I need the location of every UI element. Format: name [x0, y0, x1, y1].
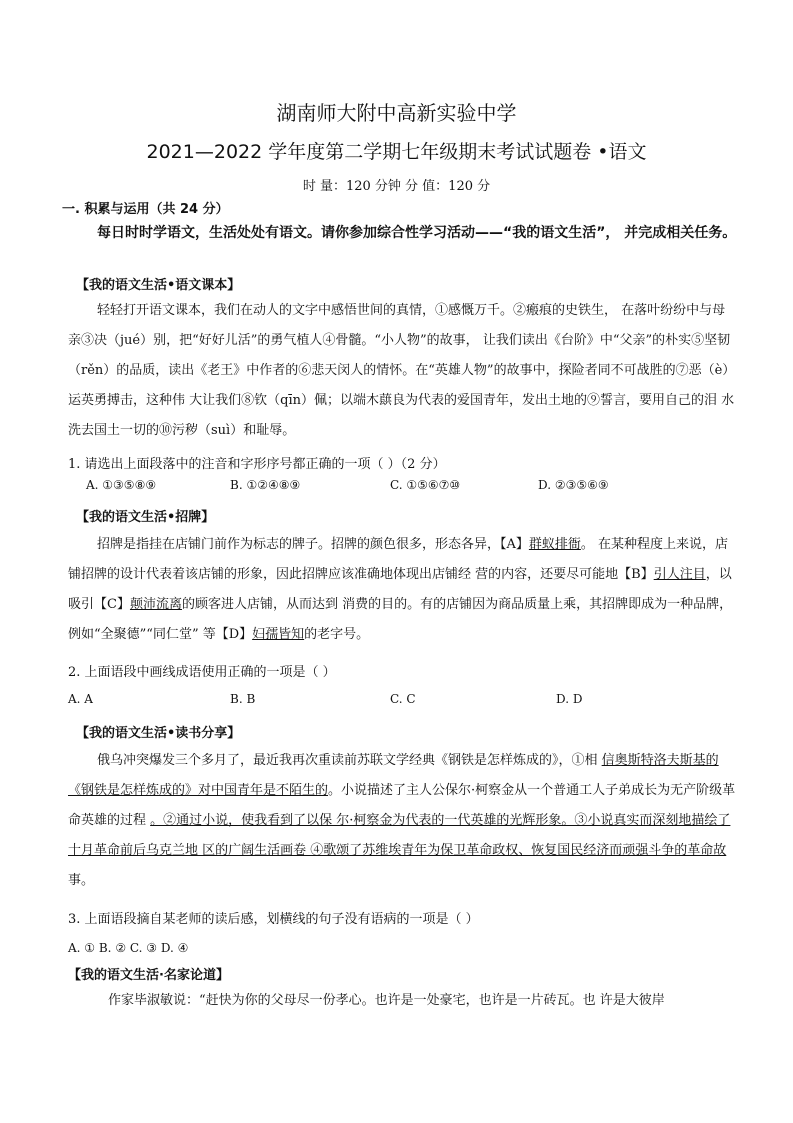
school-title: 湖南师大附中高新实验中学 — [276, 101, 517, 125]
question-1-options — [68, 478, 738, 496]
question-2-options — [68, 692, 738, 710]
section-intro: 每日时时学语文，生活处处有语文。请你参加综合性学习活动——“我的语文生活”， 并完成相关任务。 — [97, 225, 737, 241]
heading-famous-writers: 【我的语文生活·名家论道】 — [68, 968, 229, 983]
option-a: A. A — [68, 692, 93, 706]
option-b: B. B — [230, 692, 256, 706]
text-run: 。 在某种程度上来说，店铺招牌的设计代表着该店铺的形象，因此招牌应该准确地体现出店铺经 营的内容，还要尽可能地【B】 — [68, 537, 729, 582]
underlined-idiom-a: 群蚁排衙 — [528, 537, 581, 552]
underlined-sentences-2-4: 。②通过小说，使我看到了以保 尔·柯察金为代表的一代英雄的光辉形象。③小说真实而深刻地描绘了十月革命前后乌克兰地 区的广阔生活画卷 ④歌颂了苏维埃青年为保卫革命政权、恢复国民经济而顽强斗争的革命故 — [68, 813, 731, 858]
heading-textbook: 【我的语文生活•语文课本】 — [76, 278, 241, 293]
question-3-options: A. ① B. ② C. ③ D. ④ — [68, 941, 189, 955]
underlined-sentence-1: 信奥斯特洛夫斯基的《钢铁是怎样炼成的》对中国青年是不陌生的 — [68, 753, 719, 798]
option-a: A. ①③⑤⑧⑨ — [86, 478, 157, 492]
text-run: 招牌是指挂在店铺门前作为标志的牌子。招牌的颜色很多，形态各异，【A】 — [97, 537, 529, 552]
option-b: B. ①②④⑧⑨ — [230, 478, 301, 492]
underlined-idiom-c: 颠沛流离 — [129, 597, 182, 612]
question-2: 2. 上面语段中画线成语使用正确的一项是（ ） — [68, 665, 336, 680]
text-run: 。小说描述了主人公保尔·柯察金从一个普通工人子弟成长为无产阶级革命英雄的过程 — [68, 783, 736, 828]
question-1: 1. 请选出上面段落中的注音和字形序号都正确的一项（ ）（2 分） — [68, 457, 446, 472]
underlined-idiom-b: 引人注目 — [653, 567, 706, 582]
text-run: 事。 — [68, 873, 95, 888]
paragraph-textbook: 轻轻打开语文课本，我们在动人的文字中感悟世间的真情，①感慨万千。②瘢痕的史铁生， 在落叶纷纷中与母亲③决（jué）别，把“好好儿活”的勇气植人④骨髓。“小人物”的故事， 让我们读出《台阶》中“父亲”的朴实⑤坚韧（rěn）的品质，读出《老王》中作者的⑥悲天闵人的情怀。在“英雄人物”的故事中，探险者同不可战胜的⑦恶（è）运英勇搏击，这种伟 大让我们⑧钦（qīn）佩；以端木蕻良为代表的爱国青年，发出土地的⑨誓言，要用自己的泪 水洗去国土一切的⑩污秽（suì）和耻辱。 — [68, 303, 736, 438]
paragraph-signboard — [68, 530, 738, 650]
option-d: D. ②③⑤⑥⑨ — [538, 478, 609, 492]
text-run: 俄乌冲突爆发三个多月了，最近我再次重读前苏联文学经典《钢铁是怎样炼成的》，①相 — [97, 753, 602, 768]
exam-meta: 时 量：120 分钟 分 值：120 分 — [302, 179, 491, 194]
section-title: 一. 积累与运用（共 24 分） — [62, 202, 229, 217]
text-run: ，以吸引【C】 — [68, 567, 732, 612]
heading-signboard: 【我的语文生活•招牌】 — [76, 510, 215, 525]
option-c: C. C — [390, 692, 416, 706]
text-run: 的老字号。 — [304, 627, 370, 642]
question-3: 3. 上面语段摘自某老师的读后感，划横线的句子没有语病的一项是（ ） — [68, 912, 479, 927]
underlined-idiom-d: 妇孺皆知 — [252, 627, 305, 642]
heading-book-sharing: 【我的语文生活•读书分享】 — [76, 726, 241, 741]
option-d: D. D — [556, 692, 583, 706]
exam-title: 2021—2022 学年度第二学期七年级期末考试试题卷 •语文 — [146, 141, 647, 163]
paragraph-famous-writers: 作家毕淑敏说：“赶快为你的父母尽一份孝心。也许是一处豪宅，也许是一片砖瓦。也 许是大彼岸 — [108, 993, 665, 1008]
paragraph-book-sharing — [68, 746, 738, 896]
text-run: 的顾客进人店铺，从而达到 消费的目的。有的店铺因为商品质量上乘，其招牌即成为一种品牌，例如“全聚德”“同仁堂” 等【D】 — [68, 597, 733, 642]
option-c: C. ①⑤⑥⑦⑩ — [390, 478, 461, 492]
